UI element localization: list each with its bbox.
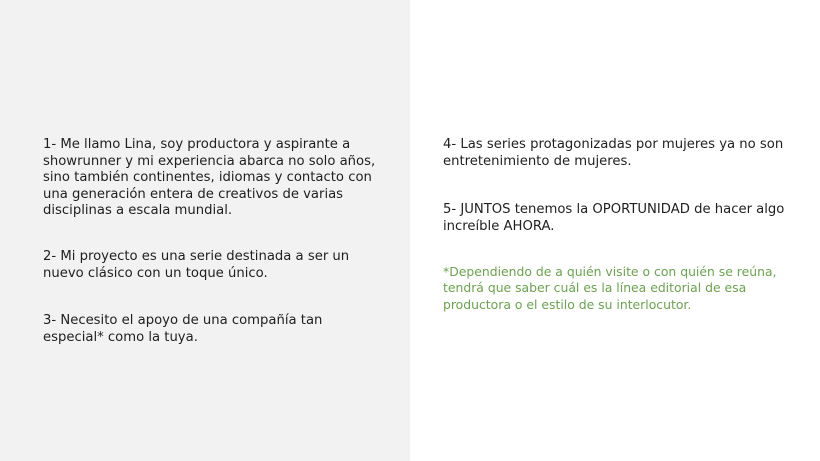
point-3-text: 3- Necesito el apoyo de una compañía tan especial* como la tuya. [43, 313, 323, 345]
point-5-text: 5- JUNTOS tenemos la OPORTUNIDAD de hacer algo increíble AHORA. [443, 202, 785, 234]
footnote-text: *Dependiendo de a quién visite o con quién se reúna, tendrá que saber cuál es la línea editorial de esa productora o el estilo de su interlocutor. [443, 264, 777, 312]
point-4-text: 4- Las series protagonizadas por mujeres ya no son entretenimiento de mujeres. [443, 137, 784, 169]
point-2-text: 2- Mi proyecto es una serie destinada a ser un nuevo clásico con un toque único. [43, 249, 350, 281]
point-1-text: 1- Me llamo Lina, soy productora y aspirante a showrunner y mi experiencia abarca no solo años, sino también continentes, idiomas y contacto con una generación entera de creativos de varias disciplinas a escala mundial. [43, 137, 376, 219]
